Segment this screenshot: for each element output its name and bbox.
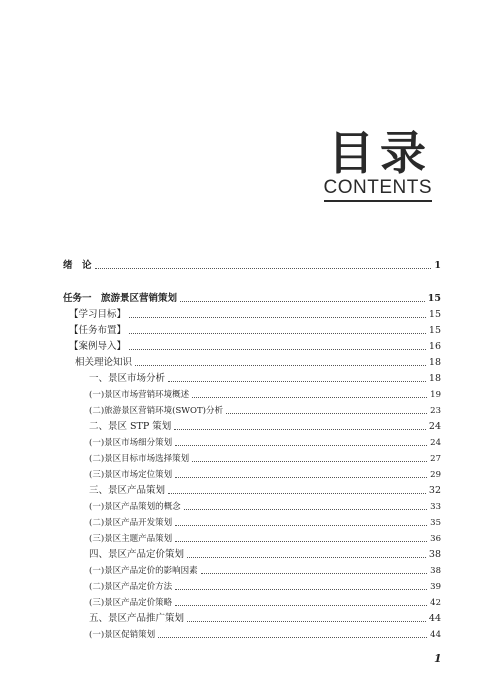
toc-leader-dots (184, 509, 428, 510)
toc-entry[interactable] (63, 305, 441, 321)
toc-leader-dots (95, 268, 432, 269)
toc-entry-page: 16 (428, 341, 441, 352)
toc-entry[interactable] (63, 561, 441, 577)
toc-leader-dots (168, 381, 426, 382)
toc-entry[interactable] (63, 449, 441, 465)
page-title: 目录 (328, 126, 432, 180)
toc-entry-label: (三)景区产品定价策略 (89, 598, 173, 608)
toc-entry-label: (一)景区促销策划 (89, 630, 156, 640)
toc-entry-page: 27 (430, 454, 441, 464)
toc-leader-dots (175, 445, 427, 446)
toc-leader-dots (187, 621, 426, 622)
toc-leader-dots (175, 525, 427, 526)
toc-entry-page: 38 (428, 549, 441, 560)
toc-entry[interactable] (63, 481, 441, 497)
toc-entry-label: (一)景区市场细分策划 (89, 438, 173, 448)
toc-entry-page: 38 (430, 566, 441, 576)
toc-entry-page: 42 (430, 598, 441, 608)
toc-entry-label: 相关理论知识 (75, 357, 133, 368)
toc-entry-page: 24 (430, 438, 441, 448)
toc-entry[interactable] (63, 513, 441, 529)
toc-entry[interactable] (63, 353, 441, 369)
toc-entry-page: 15 (428, 325, 441, 336)
toc-entry-page: 29 (430, 470, 441, 480)
toc-entry[interactable] (63, 609, 441, 625)
toc-leader-dots (180, 301, 425, 302)
toc-entry-page: 44 (428, 613, 441, 624)
toc-entry[interactable] (63, 529, 441, 545)
toc-entry-label: 五、景区产品推广策划 (89, 613, 185, 624)
toc-entry[interactable] (63, 497, 441, 513)
page-subtitle: CONTENTS (324, 178, 433, 202)
toc-entry-page: 36 (430, 534, 441, 544)
toc-entry-label: (二)旅游景区营销环境(SWOT)分析 (89, 406, 223, 416)
toc-entry-label: (一)景区市场营销环境概述 (89, 390, 190, 400)
toc-entry[interactable] (63, 369, 441, 385)
toc-entry[interactable] (63, 401, 441, 417)
toc-entry-page: 24 (428, 421, 441, 432)
toc-leader-dots (175, 589, 427, 590)
page-number: 1 (434, 652, 442, 665)
toc-entry-page: 15 (427, 293, 441, 304)
toc-leader-dots (158, 637, 427, 638)
toc-entry[interactable] (63, 321, 441, 337)
toc-entry-label: 一、景区市场分析 (89, 373, 166, 384)
toc-entry-page: 32 (428, 485, 441, 496)
toc-entry-label: 【案例导入】 (69, 341, 127, 352)
toc-leader-dots (201, 573, 428, 574)
toc-entry-label: 绪 论 (63, 260, 92, 271)
toc-entry-label: 【学习目标】 (69, 309, 127, 320)
toc-leader-dots (174, 429, 426, 430)
toc-entry[interactable] (63, 289, 441, 305)
toc-leader-dots (226, 413, 427, 414)
toc-leader-dots (192, 461, 427, 462)
toc-entry[interactable] (63, 593, 441, 609)
toc-entry-label: 三、景区产品策划 (89, 485, 166, 496)
toc-entry-page: 18 (428, 357, 441, 368)
toc-entry-label: 任务一 旅游景区营销策划 (63, 293, 178, 304)
toc-entry-label: (三)景区主题产品策划 (89, 534, 173, 544)
toc-entry-label: (二)景区目标市场选择策划 (89, 454, 190, 464)
toc-entry[interactable] (63, 256, 441, 272)
toc-entry-page: 33 (430, 502, 441, 512)
toc-leader-dots (187, 557, 426, 558)
toc-entry-label: (三)景区市场定位策划 (89, 470, 173, 480)
toc-entry-page: 15 (428, 309, 441, 320)
toc-leader-dots (129, 317, 426, 318)
table-of-contents (63, 256, 441, 641)
toc-leader-dots (129, 349, 426, 350)
toc-leader-dots (175, 605, 427, 606)
toc-entry-label: 【任务布置】 (69, 325, 127, 336)
toc-entry[interactable] (63, 337, 441, 353)
toc-entry-page: 23 (430, 406, 441, 416)
toc-leader-dots (175, 541, 427, 542)
toc-entry-label: (二)景区产品开发策划 (89, 518, 173, 528)
toc-entry[interactable] (63, 433, 441, 449)
toc-entry-page: 35 (430, 518, 441, 528)
toc-entry-label: (一)景区产品定价的影响因素 (89, 566, 198, 576)
toc-leader-dots (129, 333, 426, 334)
toc-entry-label: 二、景区 STP 策划 (89, 421, 172, 432)
toc-leader-dots (192, 397, 427, 398)
toc-entry-page: 1 (434, 260, 441, 271)
toc-entry-page: 44 (430, 630, 441, 640)
toc-leader-dots (175, 477, 427, 478)
toc-entry-label: (一)景区产品策划的概念 (89, 502, 181, 512)
toc-leader-dots (135, 365, 426, 366)
toc-leader-dots (168, 493, 426, 494)
toc-entry[interactable] (63, 545, 441, 561)
toc-entry-label: 四、景区产品定价策划 (89, 549, 185, 560)
toc-entry[interactable] (63, 625, 441, 641)
toc-entry[interactable] (63, 465, 441, 481)
title-block (324, 128, 433, 202)
toc-entry[interactable] (63, 417, 441, 433)
toc-entry-label: (二)景区产品定价方法 (89, 582, 173, 592)
toc-entry-page: 18 (428, 373, 441, 384)
toc-entry[interactable] (63, 385, 441, 401)
toc-entry-page: 39 (430, 582, 441, 592)
toc-entry[interactable] (63, 577, 441, 593)
toc-entry-page: 19 (430, 390, 441, 400)
